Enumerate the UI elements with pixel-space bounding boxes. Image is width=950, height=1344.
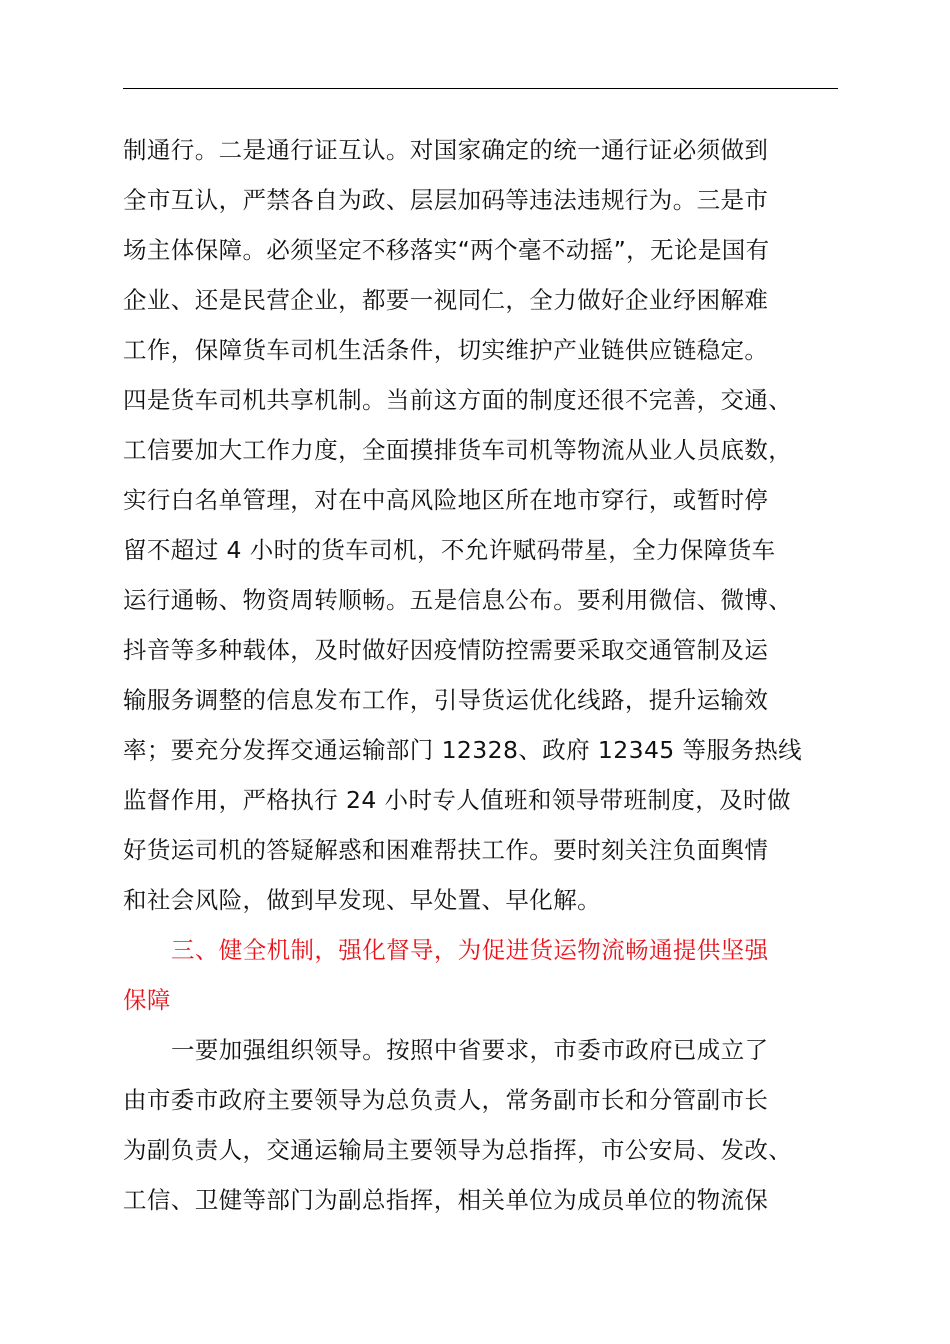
text-line: 工信要加大工作力度，全面摸排货车司机等物流从业人员底数，	[123, 436, 793, 464]
text-line: 率；要充分发挥交通运输部门 12328、政府 12345 等服务热线	[123, 736, 803, 764]
text-line: 场主体保障。必须坚定不移落实“两个毫不动摇”，无论是国有	[123, 236, 770, 264]
text-line: 一要加强组织领导。按照中省要求，市委市政府已成立了	[171, 1036, 769, 1064]
text-line: 输服务调整的信息发布工作，引导货运优化线路，提升运输效	[123, 686, 769, 714]
header-rule	[123, 88, 838, 89]
text-line: 好货运司机的答疑解惑和困难帮扶工作。要时刻关注负面舆情	[123, 836, 769, 864]
text-line: 抖音等多种载体，及时做好因疫情防控需要采取交通管制及运	[123, 636, 769, 664]
section-heading-line: 三、健全机制，强化督导，为促进货运物流畅通提供坚强	[171, 936, 769, 964]
text-line: 工作，保障货车司机生活条件，切实维护产业链供应链稳定。	[123, 336, 769, 364]
text-line: 全市互认，严禁各自为政、层层加码等违法违规行为。三是市	[123, 186, 769, 214]
text-line: 监督作用，严格执行 24 小时专人值班和领导带班制度，及时做	[123, 786, 791, 814]
section-heading-line: 保障	[123, 986, 171, 1014]
text-line: 由市委市政府主要领导为总负责人，常务副市长和分管副市长	[123, 1086, 769, 1114]
text-line: 实行白名单管理，对在中高风险地区所在地市穿行，或暂时停	[123, 486, 769, 514]
text-line: 为副负责人，交通运输局主要领导为总指挥，市公安局、发改、	[123, 1136, 793, 1164]
text-line: 制通行。二是通行证互认。对国家确定的统一通行证必须做到	[123, 136, 769, 164]
text-line: 留不超过 4 小时的货车司机，不允许赋码带星，全力保障货车	[123, 536, 776, 564]
text-line: 工信、卫健等部门为副总指挥，相关单位为成员单位的物流保	[123, 1186, 769, 1214]
body-text	[123, 128, 843, 1228]
text-line: 和社会风险，做到早发现、早处置、早化解。	[123, 886, 601, 914]
text-line: 运行通畅、物资周转顺畅。五是信息公布。要利用微信、微博、	[123, 586, 793, 614]
text-line: 四是货车司机共享机制。当前这方面的制度还很不完善，交通、	[123, 386, 793, 414]
text-line: 企业、还是民营企业，都要一视同仁，全力做好企业纾困解难	[123, 286, 769, 314]
